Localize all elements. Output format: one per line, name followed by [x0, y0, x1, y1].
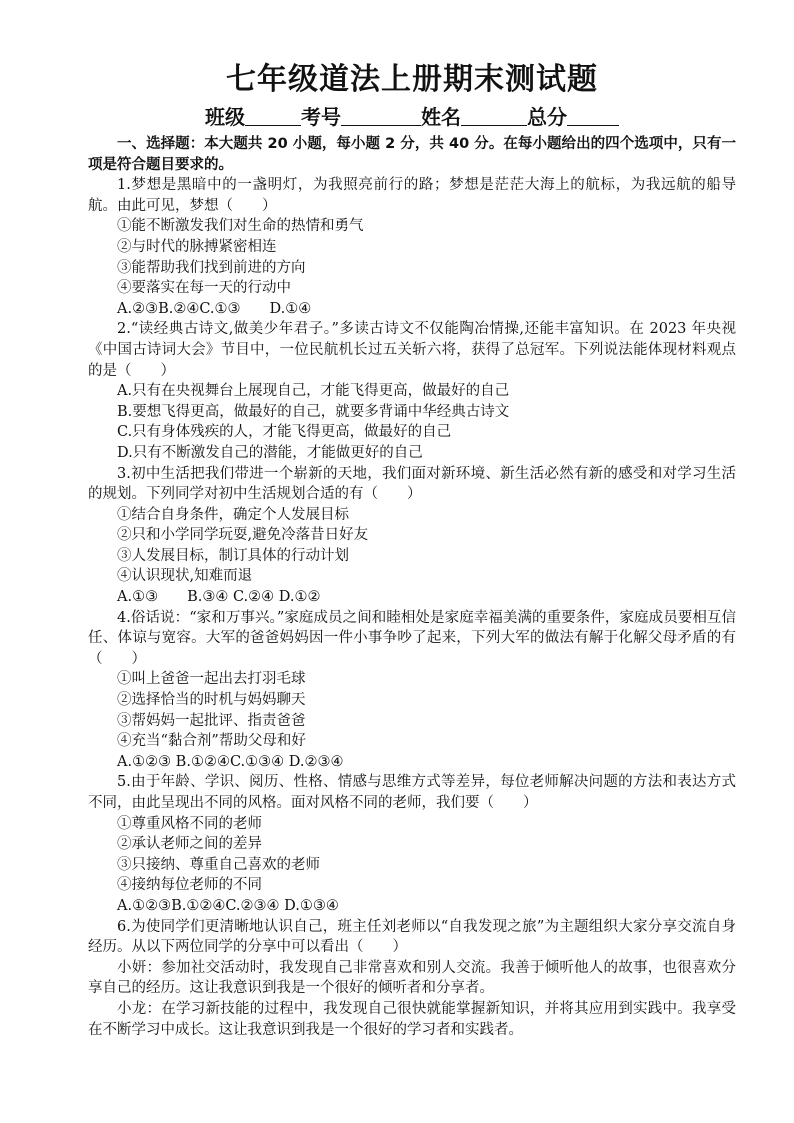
question-option: ④充当“黏合剂”帮助父母和好: [117, 733, 306, 750]
score-label: 总分: [527, 105, 567, 129]
student-info-row: [88, 102, 736, 132]
number-blank: [341, 105, 421, 126]
question-option: ②只和小学同学玩耍,避免冷落昔日好友: [117, 527, 369, 544]
question-option: ③只接纳、尊重自己喜欢的老师: [117, 856, 320, 873]
question-option: B.要想飞得更高，做最好的自己，就要多背诵中华经典古诗文: [117, 403, 510, 420]
question-stem: 2.“读经典古诗文,做美少年君子。”多读古诗文不仅能陶冶情操,还能丰富知识。在 2023 年央视《中国古诗词大会》节目中，一位民航机长过五关斩六将，获得了总冠军。下列说法能体现材料观点的是（ ）: [88, 321, 736, 379]
class-label: 班级: [205, 105, 245, 129]
student-share-xiaolong: 小龙：在学习新技能的过程中，我发现自己很快就能掌握新知识，并将其应用到实践中。我享受在不断学习中成长。这让我意识到我是一个很好的学习者和实践者。: [88, 1000, 736, 1038]
question-option: C.只有身体残疾的人，才能飞得更高，做最好的自己: [117, 424, 452, 441]
name-label: 姓名: [421, 105, 461, 129]
question-stem: 5.由于年龄、学识、阅历、性格、情感与思维方式等差异，每位老师解决问题的方法和表达方式不同，由此呈现出不同的风格。面对风格不同的老师，我们要（ ）: [88, 774, 736, 811]
question-stem: 4.俗话说：“家和万事兴。”家庭成员之间和睦相处是家庭幸福美满的重要条件，家庭成员要相互信任、体谅与宽容。大军的爸爸妈妈因一件小事争吵了起来，下列大军的做法有解于化解父母矛盾的有（ ）: [88, 609, 736, 667]
question-option: ④认识现状,知难而退: [117, 568, 253, 585]
question-option: ①叫上爸爸一起出去打羽毛球: [117, 671, 306, 688]
question-option: ③能帮助我们找到前进的方向: [117, 259, 306, 276]
question-option: ④要落实在每一天的行动中: [117, 280, 291, 297]
answer-choices: A.①③ B.③④ C.②④ D.①②: [117, 589, 321, 606]
question-option: ①能不断激发我们对生命的热情和勇气: [117, 218, 364, 235]
question-2: [88, 319, 736, 463]
question-3: [88, 464, 736, 608]
score-blank: [567, 105, 619, 126]
question-4: [88, 608, 736, 773]
question-option: ①结合自身条件，确定个人发展目标: [117, 506, 349, 523]
answer-choices: A.①②③B.①②④C.②③④ D.①③④: [117, 897, 339, 914]
question-option: ③人发展目标，制订具体的行动计划: [117, 547, 349, 564]
question-option: A.只有在央视舞台上展现自己，才能飞得更高，做最好的自己: [117, 383, 510, 400]
question-1: [88, 175, 736, 319]
question-5: [88, 772, 736, 916]
question-option: D.只有不断激发自己的潜能，才能做更好的自己: [117, 444, 423, 461]
question-option: ②承认老师之间的差异: [117, 836, 262, 853]
number-label: 考号: [301, 105, 341, 129]
question-option: ②选择恰当的时机与妈妈聊天: [117, 692, 306, 709]
question-stem: 3.初中生活把我们带进一个崭新的天地，我们面对新环境、新生活必然有新的感受和对学习生活的规划。下列同学对初中生活规划合适的有（ ）: [88, 465, 736, 503]
page-title: 七年级道法上册期末测试题: [226, 62, 598, 97]
student-share-xiaoyan: 小妍：参加社交活动时，我发现自己非常喜欢和别人交流。我善于倾听他人的故事，也很喜欢分享自己的经历。这让我意识到我是一个很好的倾听者和分享者。: [88, 959, 736, 997]
class-blank: [245, 105, 301, 126]
section-heading: 一、选择题：本大题共 20 小题，每小题 2 分，共 40 分。在每小题给出的四个选项中，只有一项是符合题目要求的。: [88, 136, 736, 173]
question-option: ③帮妈妈一起批评、指责爸爸: [117, 712, 306, 729]
question-option: ②与时代的脉搏紧密相连: [117, 238, 277, 255]
question-option: ④接纳每位老师的不同: [117, 877, 262, 894]
question-stem: 6.为使同学们更清晰地认识自己，班主任刘老师以“自我发现之旅”为主题组织大家分享交流自身经历。从以下两位同学的分享中可以看出（ ）: [88, 918, 736, 956]
question-option: ①尊重风格不同的老师: [117, 815, 262, 832]
question-6: [88, 917, 736, 1041]
answer-choices: A.②③B.②④C.①③ D.①④: [117, 300, 312, 317]
question-stem: 1.梦想是黑暗中的一盏明灯，为我照亮前行的路；梦想是茫茫大海上的航标，为我远航的船导航。由此可见，梦想（ ）: [88, 177, 736, 214]
name-blank: [461, 105, 527, 126]
answer-choices: A.①②③ B.①②④C.①③④ D.②③④: [117, 753, 344, 770]
